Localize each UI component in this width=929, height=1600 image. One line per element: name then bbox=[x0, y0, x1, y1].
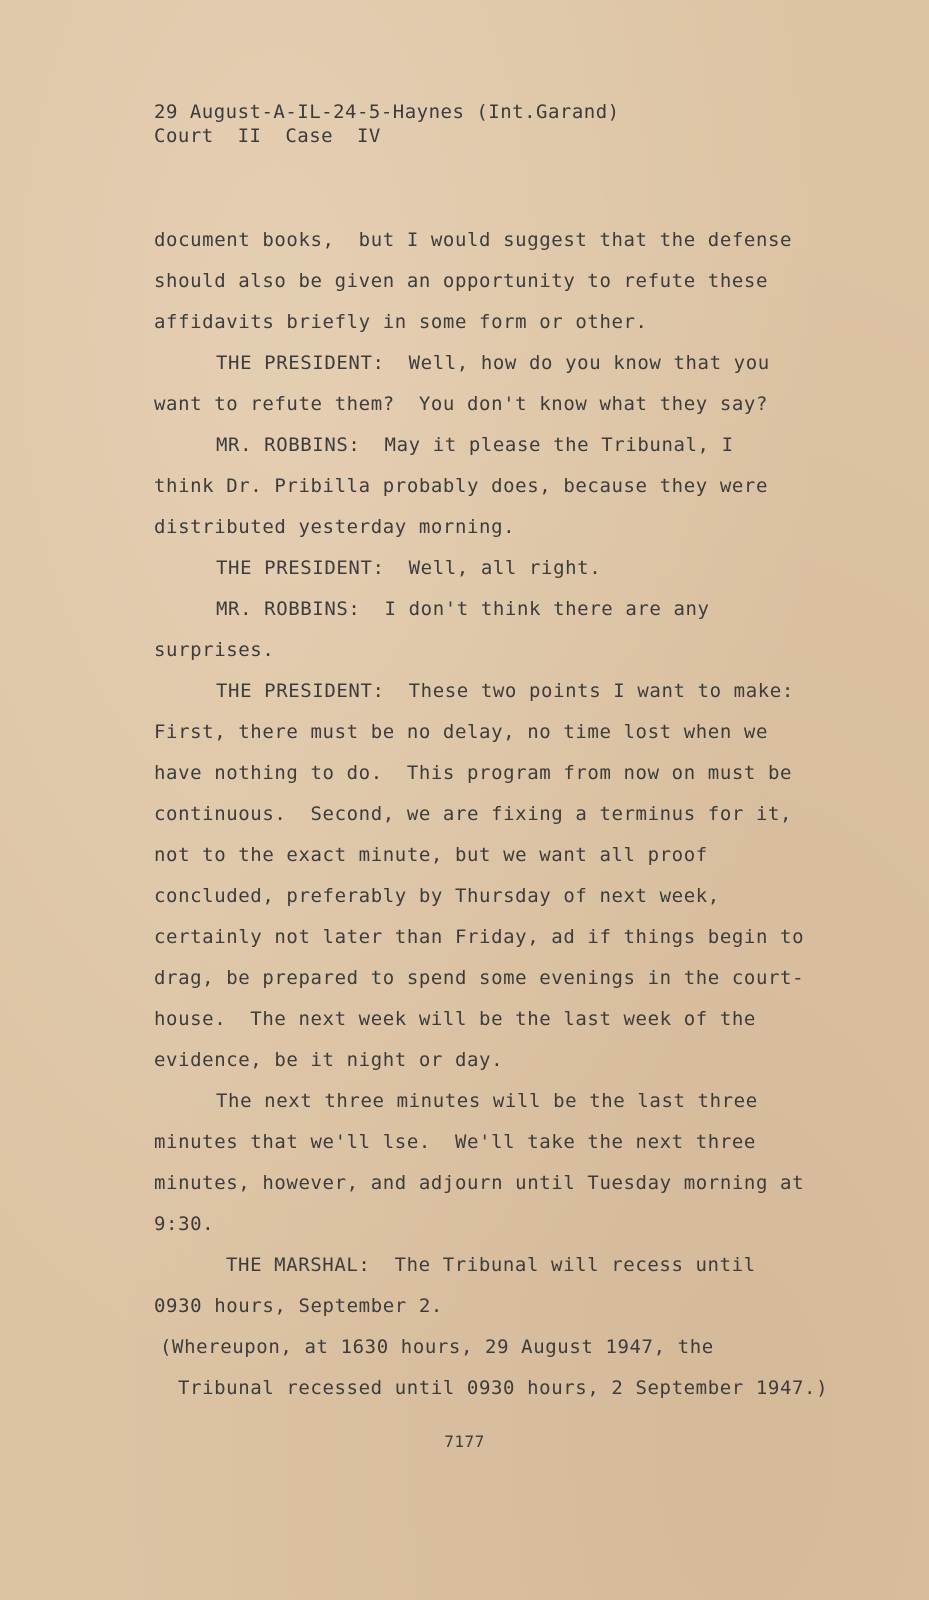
transcript-line: distributed yesterday morning. bbox=[154, 516, 516, 538]
page-number: 7177 bbox=[444, 1432, 485, 1451]
transcript-line: drag, be prepared to spend some evenings in the court- bbox=[154, 967, 805, 989]
transcript-line: 9:30. bbox=[154, 1213, 215, 1235]
header-case-reference: 29 August-A-IL-24-5-Haynes (Int.Garand) bbox=[154, 101, 620, 123]
transcript-line: First, there must be no delay, no time lost when we bbox=[154, 721, 768, 743]
transcript-line: evidence, be it night or day. bbox=[154, 1049, 504, 1071]
page-header bbox=[154, 100, 620, 148]
header-court-case: Court II Case IV bbox=[154, 125, 381, 147]
transcript-line: minutes, however, and adjourn until Tuesday morning at bbox=[154, 1172, 805, 1194]
transcript-line: should also be given an opportunity to refute these bbox=[154, 270, 768, 292]
speaker-line: MR. ROBBINS: May it please the Tribunal, I bbox=[216, 434, 734, 456]
stage-direction-line: Tribunal recessed until 0930 hours, 2 September 1947.) bbox=[178, 1377, 829, 1399]
transcript-line: affidavits briefly in some form or other. bbox=[154, 311, 648, 333]
transcript-line: not to the exact minute, but we want all proof bbox=[154, 844, 708, 866]
speaker-line: MR. ROBBINS: I don't think there are any bbox=[216, 598, 710, 620]
speaker-line: THE MARSHAL: The Tribunal will recess until bbox=[226, 1254, 756, 1276]
stage-direction-line: (Whereupon, at 1630 hours, 29 August 1947, the bbox=[160, 1336, 714, 1358]
transcript-line: certainly not later than Friday, ad if things begin to bbox=[154, 926, 805, 948]
transcript-line: minutes that we'll lse. We'll take the next three bbox=[154, 1131, 756, 1153]
speaker-line: THE PRESIDENT: These two points I want to make: bbox=[216, 680, 794, 702]
transcript-line: want to refute them? You don't know what they say? bbox=[154, 393, 768, 415]
transcript-line: 0930 hours, September 2. bbox=[154, 1295, 443, 1317]
transcript-body bbox=[154, 220, 854, 1409]
transcript-line: continuous. Second, we are fixing a terminus for it, bbox=[154, 803, 793, 825]
speaker-line: THE PRESIDENT: Well, all right. bbox=[216, 557, 602, 579]
transcript-line: have nothing to do. This program from now on must be bbox=[154, 762, 793, 784]
transcript-line: house. The next week will be the last week of the bbox=[154, 1008, 756, 1030]
transcript-line: The next three minutes will be the last three bbox=[216, 1090, 758, 1112]
transcript-line: think Dr. Pribilla probably does, because they were bbox=[154, 475, 768, 497]
speaker-line: THE PRESIDENT: Well, how do you know that you bbox=[216, 352, 770, 374]
transcript-line: surprises. bbox=[154, 639, 275, 661]
transcript-line: concluded, preferably by Thursday of next week, bbox=[154, 885, 720, 907]
transcript-line: document books, but I would suggest that the defense bbox=[154, 229, 793, 251]
